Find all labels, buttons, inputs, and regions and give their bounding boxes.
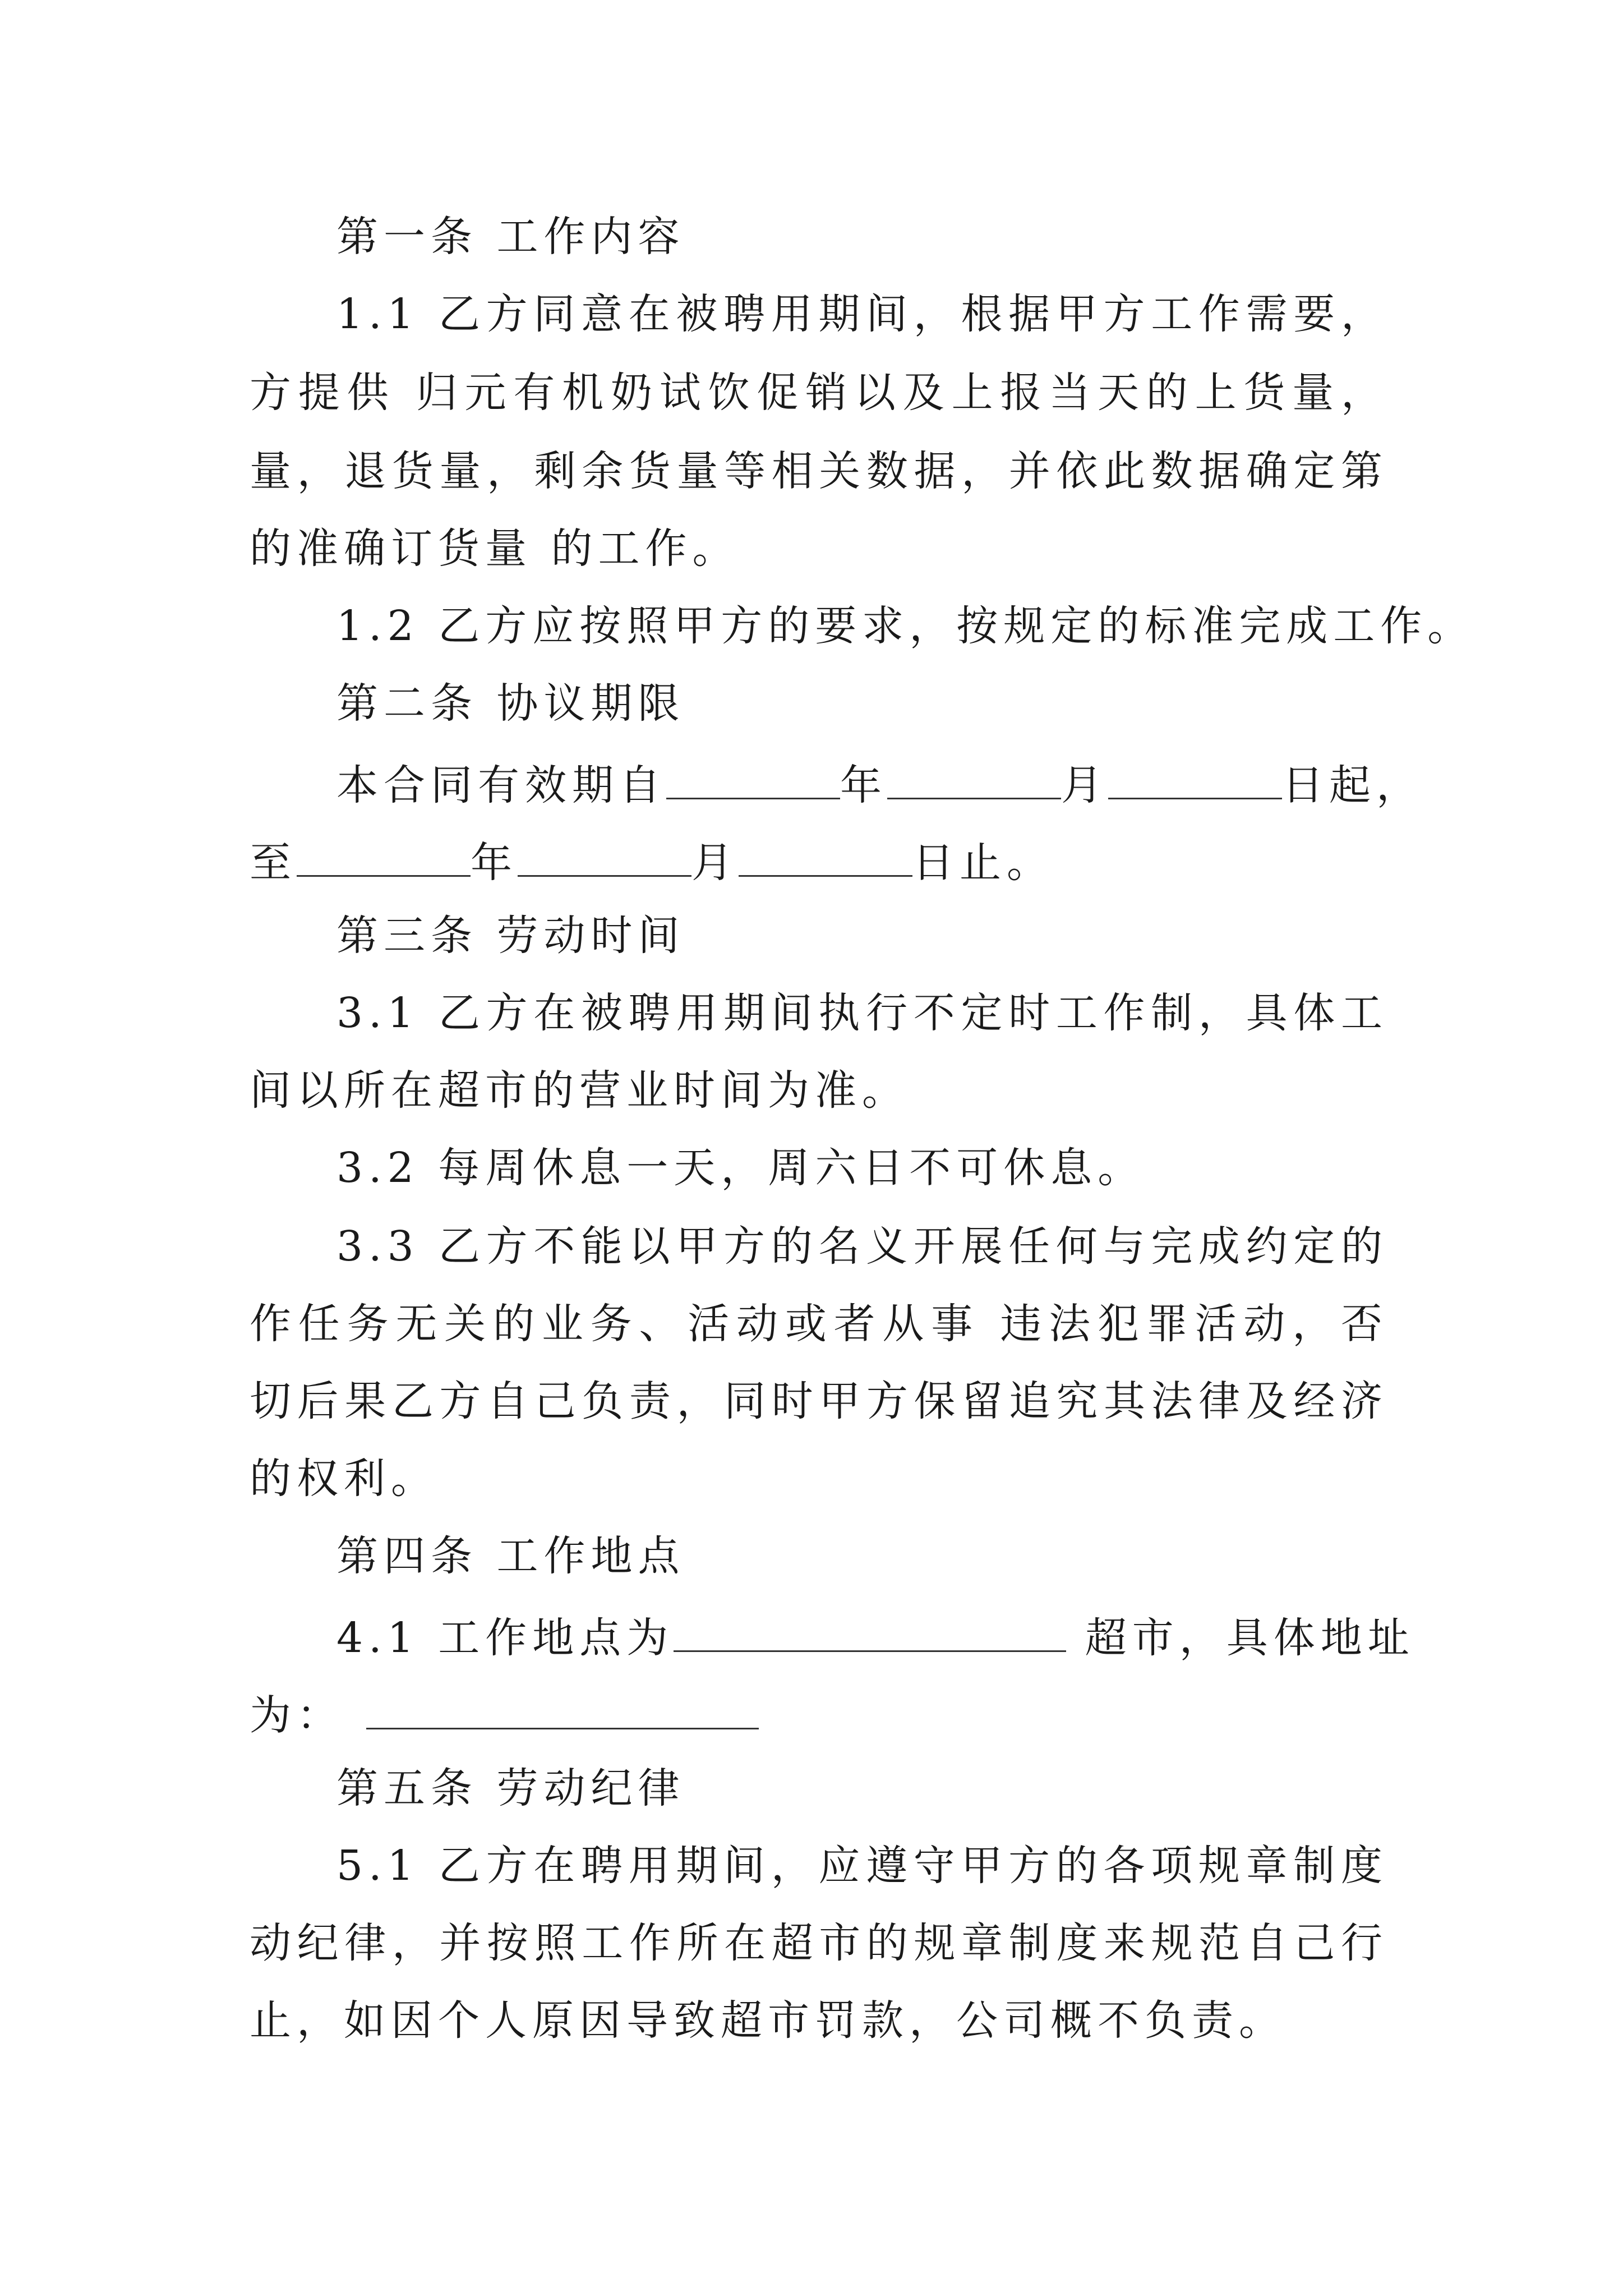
term-end-year-label: 年: [471, 839, 518, 887]
term-start-text: 本合同有效期自: [336, 761, 666, 809]
workplace-prefix: 4.1 工作地点为: [336, 1614, 674, 1662]
paragraph-1-1-line-3: 量，退货量，剩余货量等相关数据，并依此数据确定第: [250, 447, 1388, 495]
term-year-label: 年: [840, 761, 887, 809]
term-day-until-label: 日止。: [912, 839, 1054, 887]
end-day-blank[interactable]: [739, 830, 912, 877]
paragraph-5-1-line-3: 止，如因个人原因导致超市罚款，公司概不负责。: [250, 1996, 1286, 2045]
paragraph-3-3-line-3: 切后果乙方自己负责，同时甲方保留追究其法律及经济: [250, 1377, 1388, 1425]
paragraph-3-3-line-4: 的权利。: [250, 1455, 438, 1503]
article-2-heading: 第二条 协议期限: [336, 679, 685, 728]
address-prefix: 为：: [250, 1691, 344, 1740]
address-blank[interactable]: [366, 1683, 759, 1729]
term-line-2: [250, 830, 1388, 886]
paragraph-1-2: 1.2 乙方应按照甲方的要求，按规定的标准完成工作。: [336, 602, 1475, 650]
term-end-month-label: 月: [691, 839, 739, 887]
term-day-from-label: 日起，: [1282, 761, 1423, 809]
paragraph-1-1-line-2: 方提供 归元有机奶试饮促销以及上报当天的上货量，: [250, 369, 1388, 417]
article-4-heading: 第四条 工作地点: [336, 1532, 685, 1580]
workplace-line-2: [250, 1683, 1388, 1739]
term-line-1: [336, 753, 1423, 809]
paragraph-1-1-line-4: 的准确订货量 的工作。: [250, 524, 740, 573]
paragraph-3-3-line-2: 作任务无关的业务、活动或者从事 违法犯罪活动，否: [250, 1300, 1388, 1348]
paragraph-5-1-line-2: 动纪律，并按照工作所在超市的规章制度来规范自己行: [250, 1919, 1388, 1967]
workplace-suffix: 超市，具体地址: [1066, 1614, 1415, 1662]
end-year-blank[interactable]: [297, 830, 471, 877]
paragraph-5-1-line-1: 5.1 乙方在聘用期间，应遵守甲方的各项规章制度: [336, 1842, 1388, 1890]
end-month-blank[interactable]: [518, 830, 691, 877]
article-3-heading: 第三条 劳动时间: [336, 912, 685, 960]
start-month-blank[interactable]: [887, 753, 1061, 799]
paragraph-3-2: 3.2 每周休息一天，周六日不可休息。: [336, 1144, 1145, 1192]
article-1-heading: 第一条 工作内容: [336, 213, 685, 261]
paragraph-3-1-line-2: 间以所在超市的营业时间为准。: [250, 1066, 909, 1115]
workplace-line-1: [336, 1605, 1415, 1662]
term-month-label: 月: [1061, 761, 1108, 809]
paragraph-3-1-line-1: 3.1 乙方在被聘用期间执行不定时工作制，具体工: [336, 989, 1388, 1037]
paragraph-3-3-line-1: 3.3 乙方不能以甲方的名义开展任何与完成约定的: [336, 1222, 1388, 1271]
article-5-heading: 第五条 劳动纪律: [336, 1764, 685, 1812]
start-year-blank[interactable]: [666, 753, 840, 799]
term-to-text: 至: [250, 839, 297, 887]
paragraph-1-1-line-1: 1.1 乙方同意在被聘用期间，根据甲方工作需要，: [336, 290, 1388, 338]
supermarket-name-blank[interactable]: [674, 1605, 1066, 1652]
start-day-blank[interactable]: [1108, 753, 1282, 799]
